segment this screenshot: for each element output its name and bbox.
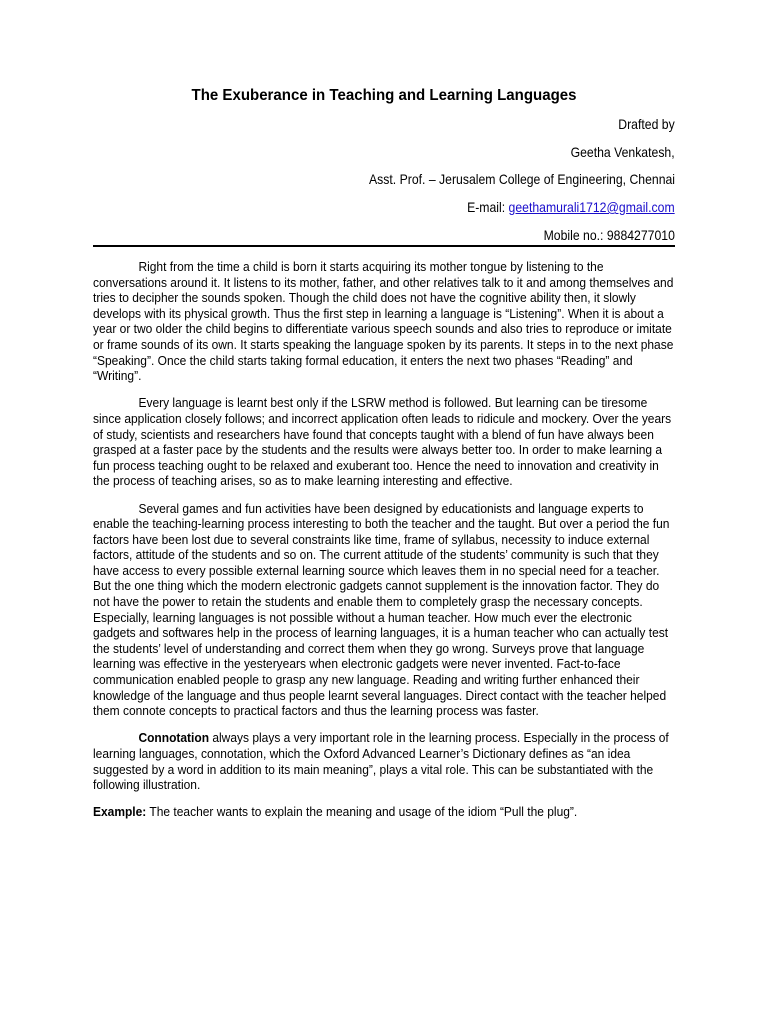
header-divider (93, 245, 675, 247)
document-title: The Exuberance in Teaching and Learning Languages (191, 87, 577, 104)
email-link[interactable]: geethamurali1712@gmail.com (508, 200, 675, 215)
paragraph-connotation (93, 730, 675, 792)
email-line (467, 200, 675, 216)
drafted-by-line: Drafted by (618, 117, 675, 132)
author-name: Geetha Venkatesh, (570, 145, 675, 160)
paragraph-3: Several games and fun activities have been designed by educationists and language experts to enable the teaching-learning process interesting to both the teacher and the taught. But over a period the fun factors have been lost due to several constraints like time, frame of syllabus, necessity to induce external factors, attitude of the students and so on. The current attitude of the students’ community is such that they have access to every possible external learning source which leaves them in no special need for a teacher. But the one thing which the modern electronic gadgets cannot supplement is the innovation factor. They do not have the power to retain the students and enable them to completely grasp the necessary concepts. Especially, learning languages is not possible without a human teacher. How much ever the electronic gadgets and softwares help in the process of learning languages, it is a human teacher who can actually test the students’ level of understanding and correct them when they go wrong. Surveys prove that language learning was effective in the yesteryears when electronic gadgets were never invented. Fact-to-face communication enabled people to grasp any new language. Reading and writing further enhanced their knowledge of the language and thus people learnt several languages. Direct contact with the teacher helped them connote concepts to practical factors and thus the learning process was faster. (93, 500, 670, 719)
paragraph-2: Every language is learnt best only if the LSRW method is followed. But learning can be tiresome since application closely follows; and incorrect application often leads to ridicule and mockery. Over the years of study, scientists and researchers have found that concepts taught with a blend of fun have always been grasped at a faster pace by the students and the results were always better too. In order to make learning a fun process teaching ought to be relaxed and exuberant too. Hence the need to innovation and creativity in the process of teaching arises, so as to make learning interesting and effective. (93, 395, 672, 489)
example-label: Example: (93, 804, 147, 820)
example-text: The teacher wants to explain the meaning and usage of the idiom “Pull the plug”. (146, 804, 578, 820)
author-affiliation: Asst. Prof. – Jerusalem College of Engineering, Chennai (368, 172, 675, 187)
connotation-term: Connotation (138, 730, 210, 746)
connotation-text: always plays a very important role in the learning process. Especially in the process of learning languages, connotation, which the Oxford Advanced Learner’s Dictionary defines as “an idea suggested by a word in addition to its main meaning”, plays a vital role. This can be substantiated with the following illustration. (93, 730, 669, 793)
email-label: E-mail: (467, 200, 509, 215)
paragraph-example (93, 804, 675, 820)
document-body (93, 259, 675, 832)
paragraph-1: Right from the time a child is born it starts acquiring its mother tongue by listening to the conversations around it. It listens to its mother, father, and other relatives talk to it and among themselves and tries to decipher the sounds spoken. Though the child does not have the cognitive ability then, it slowly develops with its physical growth. Thus the first step in learning a language is “Listening”. When it is about a year or two older the child begins to differentiate various speech sounds and also tries to reproduce or imitate or frame sounds of its own. It starts speaking the language spoken by its parents. It steps in to the next phase “Speaking”. Once the child starts taking formal education, it enters the next two phases “Reading” and “Writing”. (93, 259, 674, 384)
mobile-line: Mobile no.: 9884277010 (543, 228, 675, 243)
